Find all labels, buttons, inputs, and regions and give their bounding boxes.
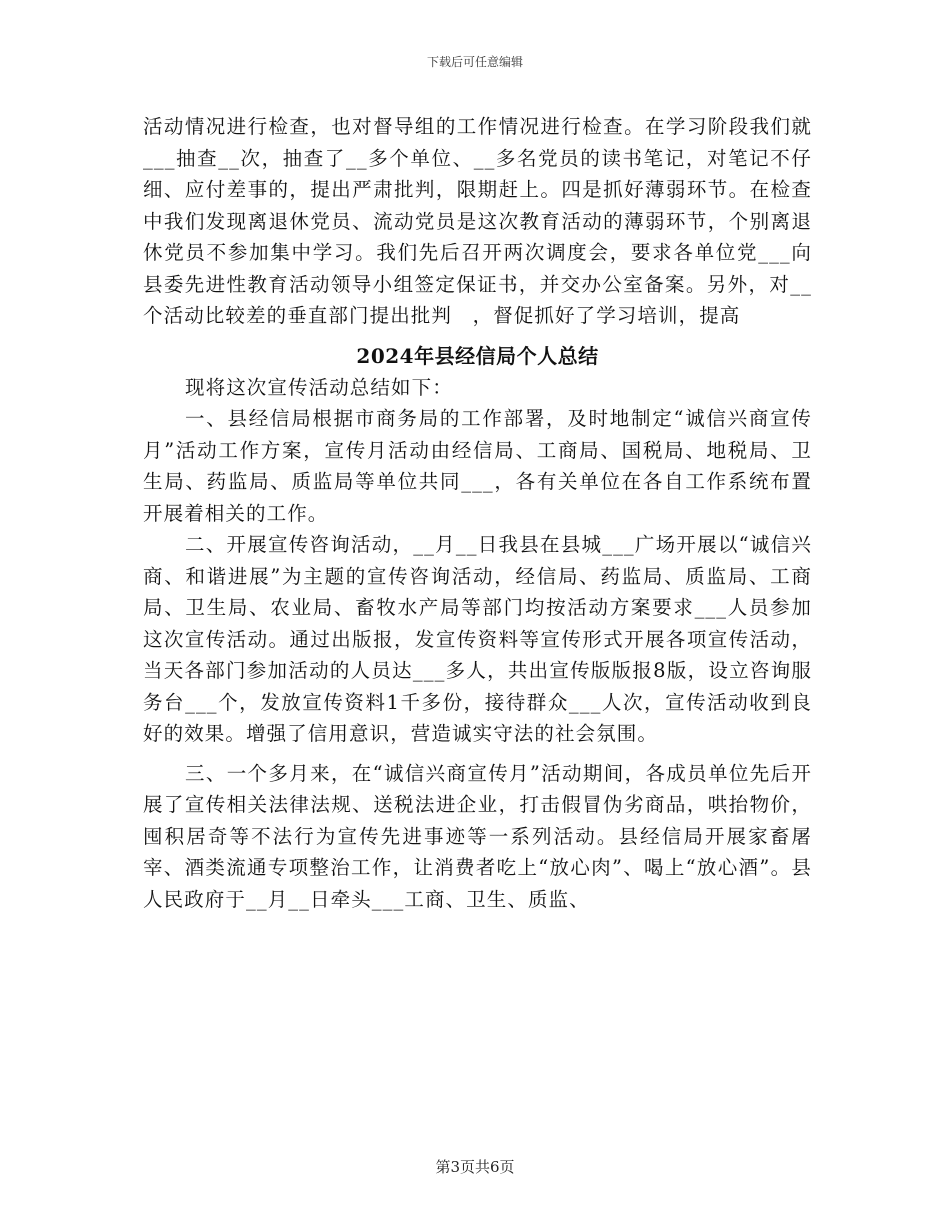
document-title: 2024年县经信局个人总结 — [356, 343, 599, 368]
document-body — [143, 111, 812, 915]
page-number-footer: 第3页共6页 — [435, 1158, 515, 1176]
intro-paragraph: 现将这次宣传活动总结如下： — [185, 375, 453, 399]
section-3-paragraph: 三、一个多月来，在“诚信兴商宣传月”活动期间，各成员单位先后开展了宣传相关法律法规、送税法进企业，打击假冒伪劣商品，哄抬物价，囤积居奇等不法行为宣传先进事迹等一系列活动。县经信局开展家畜屠宰、酒类流通专项整治工作，让消费者吃上“放心肉”、喝上“放心酒”。县人民政府于__月__日牵头___工商、卫生、质监、 — [143, 761, 812, 911]
section-2-paragraph: 二、开展宣传咨询活动，__月__日我县在县城___广场开展以“诚信兴商、和谐进展”为主题的宣传咨询活动，经信局、药监局、质监局、工商局、卫生局、农业局、畜牧水产局等部门均按活动方案要求___人员参加这次宣传活动。通过出版报，发宣传资料等宣传形式开展各项宣传活动，当天各部门参加活动的人员达___多人，共出宣传版版报8版，设立咨询服务台___个，发放宣传资料1千多份，接待群众___人次，宣传活动收到良好的效果。增强了信用意识，营造诚实守法的社会氛围。 — [143, 533, 812, 745]
section-gap — [143, 332, 812, 340]
section-1-paragraph: 一、县经信局根据市商务局的工作部署，及时地制定“诚信兴商宣传月”活动工作方案，宣传月活动由经信局、工商局、国税局、地税局、卫生局、药监局、质监局等单位共同___，各有关单位在各自工作系统布置开展着相关的工作。 — [143, 407, 812, 525]
section-gap — [143, 750, 812, 758]
page-header-note: 下载后可任意编辑 — [426, 55, 523, 69]
continuation-paragraph: 活动情况进行检查，也对督导组的工作情况进行检查。在学习阶段我们就___抽查__次，抽查了__多个单位、__多名党员的读书笔记，对笔记不仔细、应付差事的，提出严肃批判，限期赶上。四是抓好薄弱环节。在检查中我们发现离退休党员、流动党员是这次教育活动的薄弱环节，个别离退休党员不参加集中学习。我们先后召开两次调度会，要求各单位党___向县委先进性教育活动领导小组签定保证书，并交办公室备案。另外，对__个活动比较差的垂直部门提出批判 ，督促抓好了学习培训，提高 — [143, 115, 812, 327]
